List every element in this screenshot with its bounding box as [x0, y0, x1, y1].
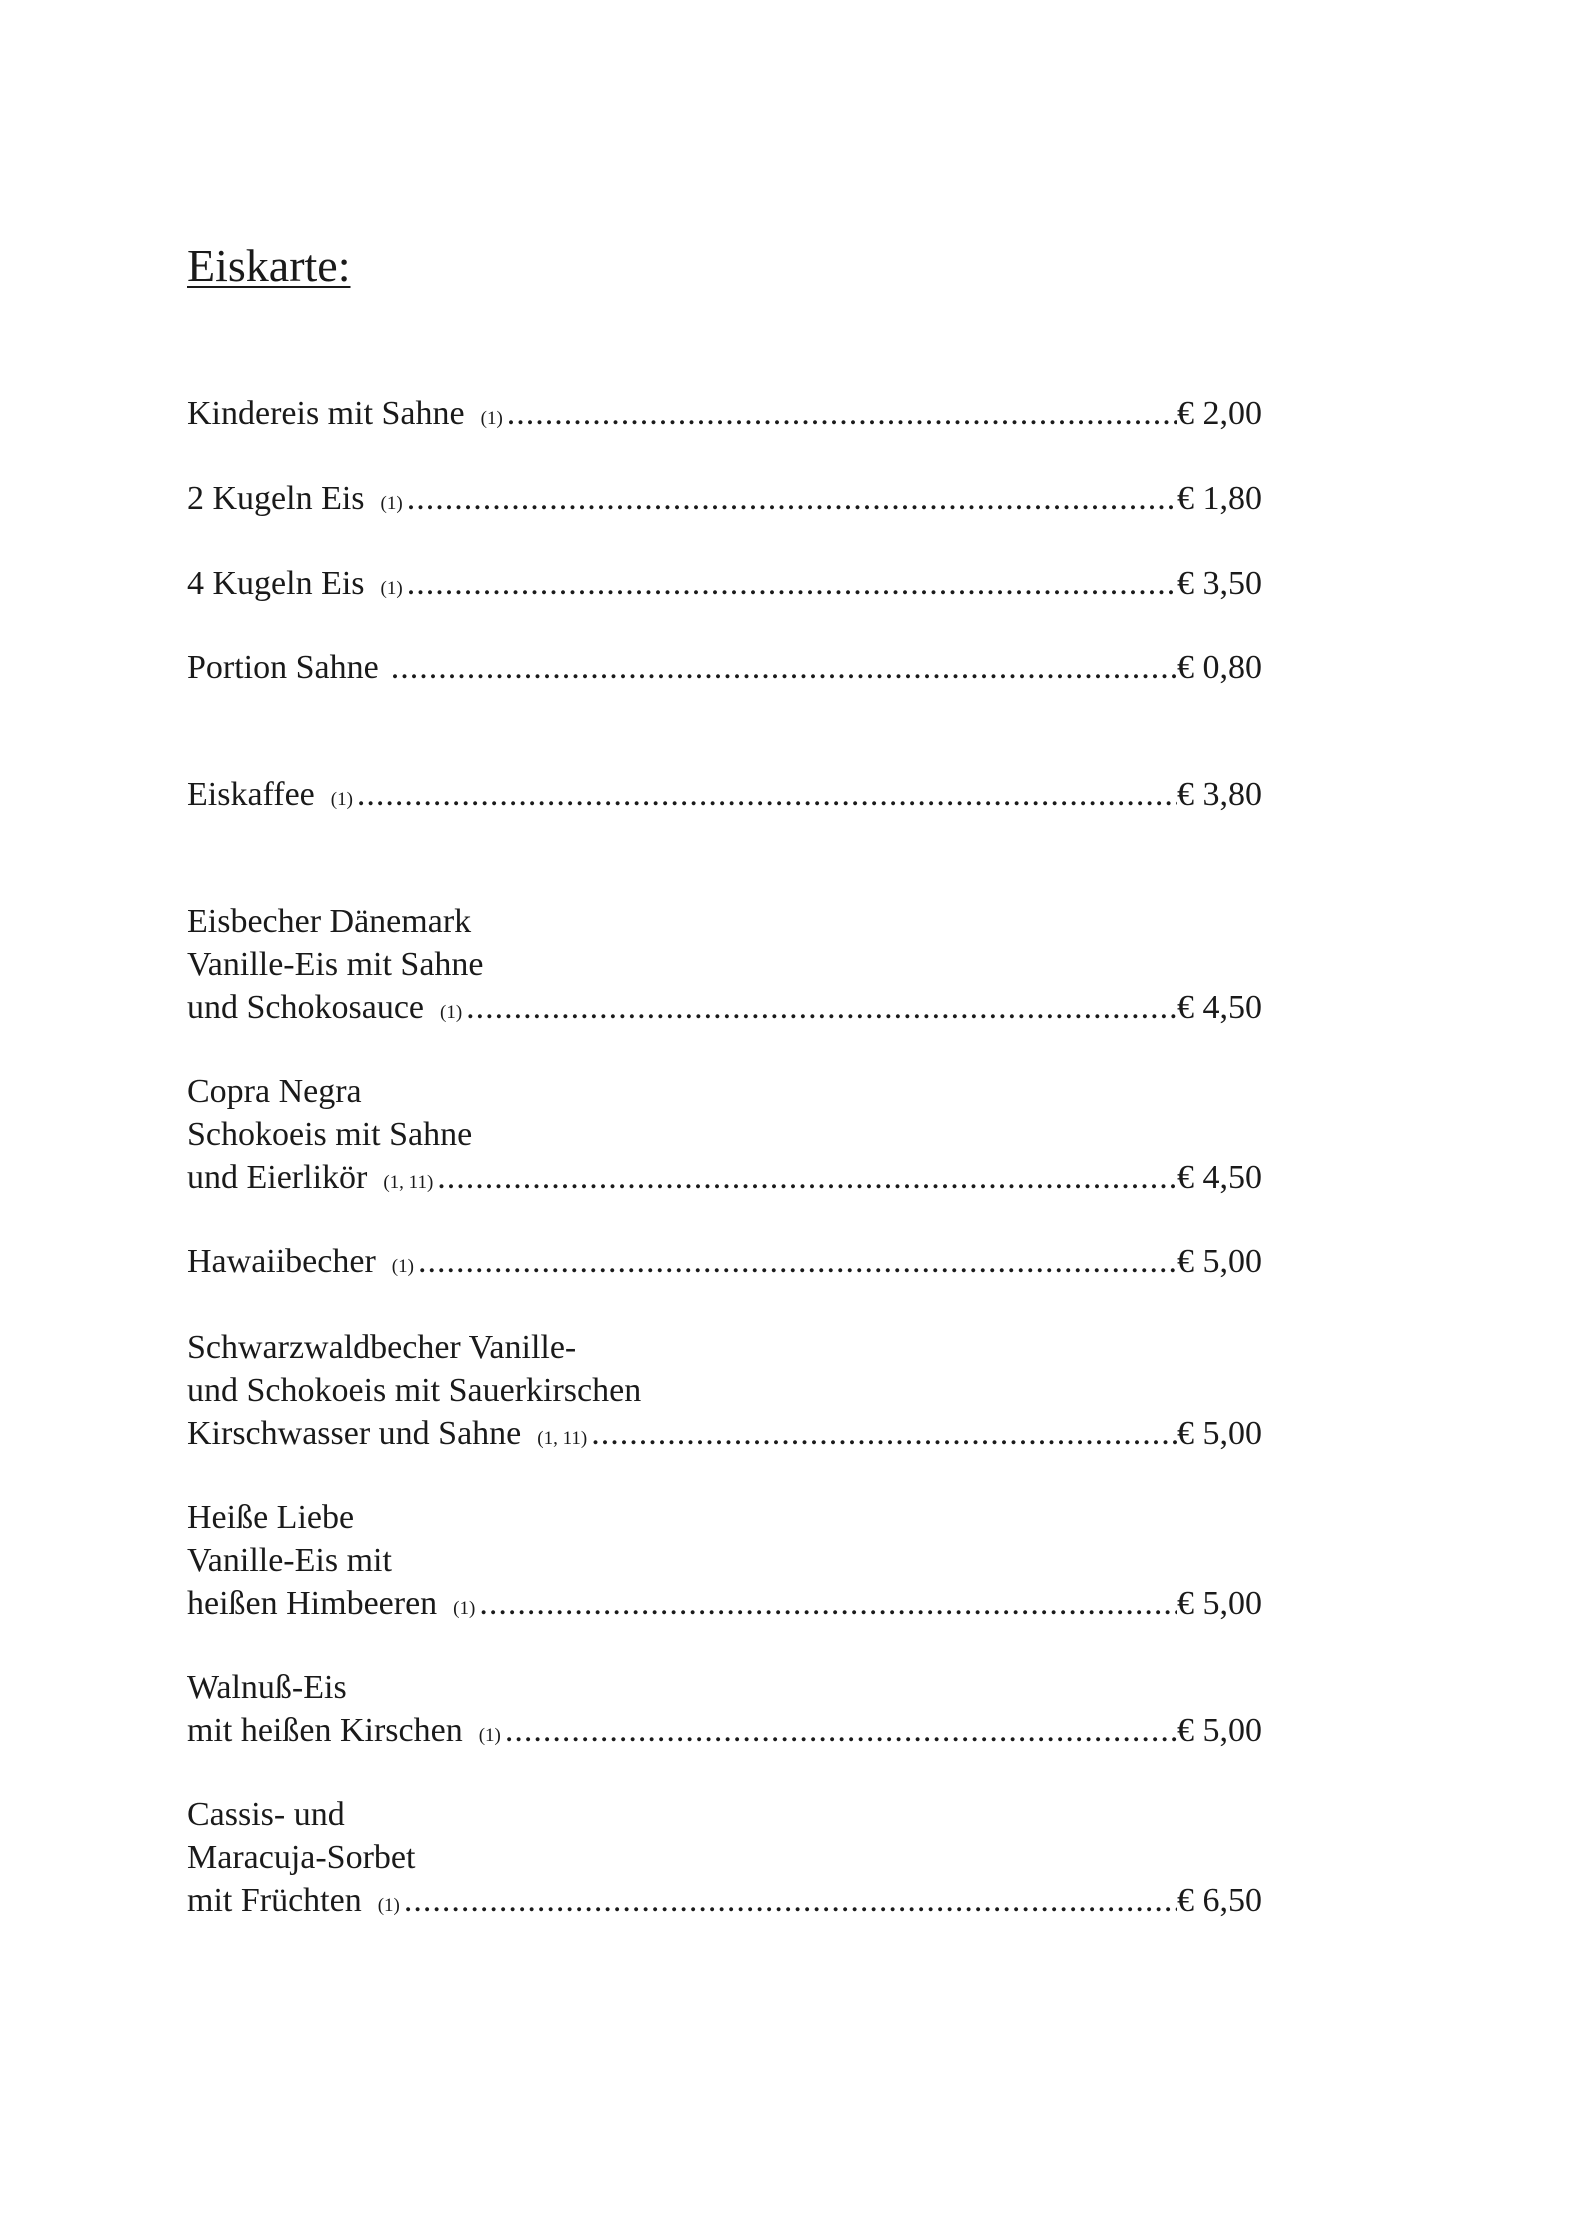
menu-item-price-line	[187, 392, 1262, 435]
menu-item	[187, 392, 1262, 435]
menu-item	[187, 1070, 1262, 1199]
menu-item-price: € 5,00	[1177, 1243, 1262, 1280]
dot-leader	[591, 1412, 1177, 1455]
menu-item	[187, 1793, 1262, 1922]
menu-item-price-line	[187, 1156, 1262, 1199]
allergen-note: (1, 11)	[383, 1172, 434, 1193]
menu-item-price-line	[187, 562, 1262, 605]
menu-item-price: € 1,80	[1177, 480, 1262, 517]
menu-item	[187, 1240, 1262, 1283]
menu-item-description-line: Eisbecher Dänemark	[187, 903, 472, 940]
menu-item-price: € 5,00	[1177, 1712, 1262, 1749]
menu-item-price: € 4,50	[1177, 989, 1262, 1026]
menu-item-name: Kindereis mit Sahne	[187, 395, 465, 432]
menu-item-price-line	[187, 1412, 1262, 1455]
menu-item-description-line: Schwarzwaldbecher Vanille-	[187, 1329, 577, 1366]
dot-leader	[466, 986, 1177, 1029]
menu-item-description-line: Schokoeis mit Sahne	[187, 1116, 473, 1153]
menu-item-name: und Eierlikör	[187, 1159, 368, 1196]
menu-item-description-line: und Schokoeis mit Sauerkirschen	[187, 1372, 642, 1409]
menu-item-name: Eiskaffee	[187, 776, 315, 813]
menu-item	[187, 562, 1262, 605]
allergen-note: (1)	[391, 1256, 414, 1277]
dot-leader	[505, 1709, 1177, 1752]
menu-item-description-line: Cassis- und	[187, 1796, 345, 1833]
menu-item	[187, 1326, 1262, 1455]
dot-leader	[391, 646, 1177, 689]
dot-leader	[418, 1240, 1177, 1283]
menu-item	[187, 1666, 1262, 1752]
menu-item-name: Kirschwasser und Sahne	[187, 1415, 522, 1452]
dot-leader	[357, 773, 1177, 816]
menu-item-price: € 6,50	[1177, 1882, 1262, 1919]
menu-item-price-line	[187, 1709, 1262, 1752]
menu-item-price: € 3,80	[1177, 776, 1262, 813]
menu-page	[187, 0, 1262, 2222]
menu-item-name: 4 Kugeln Eis	[187, 565, 365, 602]
menu-item-price-line	[187, 986, 1262, 1029]
menu-title: Eiskarte:	[187, 240, 351, 291]
menu-item-price: € 0,80	[1177, 649, 1262, 686]
allergen-note: (1)	[380, 493, 403, 514]
menu-item-description-line: Vanille-Eis mit	[187, 1542, 392, 1579]
menu-item-description-line: Copra Negra	[187, 1073, 362, 1110]
allergen-note: (1)	[480, 408, 503, 429]
menu-item-price: € 4,50	[1177, 1159, 1262, 1196]
menu-item-price: € 5,00	[1177, 1585, 1262, 1622]
dot-leader	[479, 1582, 1177, 1625]
dot-leader	[404, 1879, 1177, 1922]
menu-item-price-line	[187, 477, 1262, 520]
allergen-note: (1)	[453, 1598, 476, 1619]
menu-item-name: mit Früchten	[187, 1882, 362, 1919]
dot-leader	[407, 477, 1177, 520]
menu-item-price-line	[187, 1582, 1262, 1625]
menu-item-price: € 5,00	[1177, 1415, 1262, 1452]
menu-item-description-line: Heiße Liebe	[187, 1499, 355, 1536]
allergen-note: (1)	[330, 789, 353, 810]
menu-item	[187, 773, 1262, 816]
menu-item	[187, 1496, 1262, 1625]
allergen-note: (1)	[377, 1895, 400, 1916]
dot-leader	[507, 392, 1177, 435]
menu-item-description-line: Maracuja-Sorbet	[187, 1839, 416, 1876]
menu-item-name: Hawaiibecher	[187, 1243, 376, 1280]
menu-item-name: und Schokosauce	[187, 989, 425, 1026]
menu-item-name: Portion Sahne	[187, 649, 379, 686]
allergen-note: (1)	[380, 578, 403, 599]
dot-leader	[407, 562, 1177, 605]
allergen-note: (1)	[478, 1725, 501, 1746]
menu-item-price-line	[187, 773, 1262, 816]
allergen-note: (1, 11)	[537, 1428, 588, 1449]
menu-item	[187, 900, 1262, 1029]
dot-leader	[437, 1156, 1177, 1199]
menu-item-price-line	[187, 646, 1262, 689]
menu-item-price: € 2,00	[1177, 395, 1262, 432]
menu-item-name: heißen Himbeeren	[187, 1585, 438, 1622]
menu-item	[187, 646, 1262, 689]
menu-item-description-line: Walnuß-Eis	[187, 1669, 347, 1706]
menu-item	[187, 477, 1262, 520]
allergen-note: (1)	[440, 1002, 463, 1023]
menu-item-price-line	[187, 1879, 1262, 1922]
menu-item-name: mit heißen Kirschen	[187, 1712, 463, 1749]
menu-item-name: 2 Kugeln Eis	[187, 480, 365, 517]
menu-item-description-line: Vanille-Eis mit Sahne	[187, 946, 484, 983]
menu-item-price: € 3,50	[1177, 565, 1262, 602]
menu-item-price-line	[187, 1240, 1262, 1283]
